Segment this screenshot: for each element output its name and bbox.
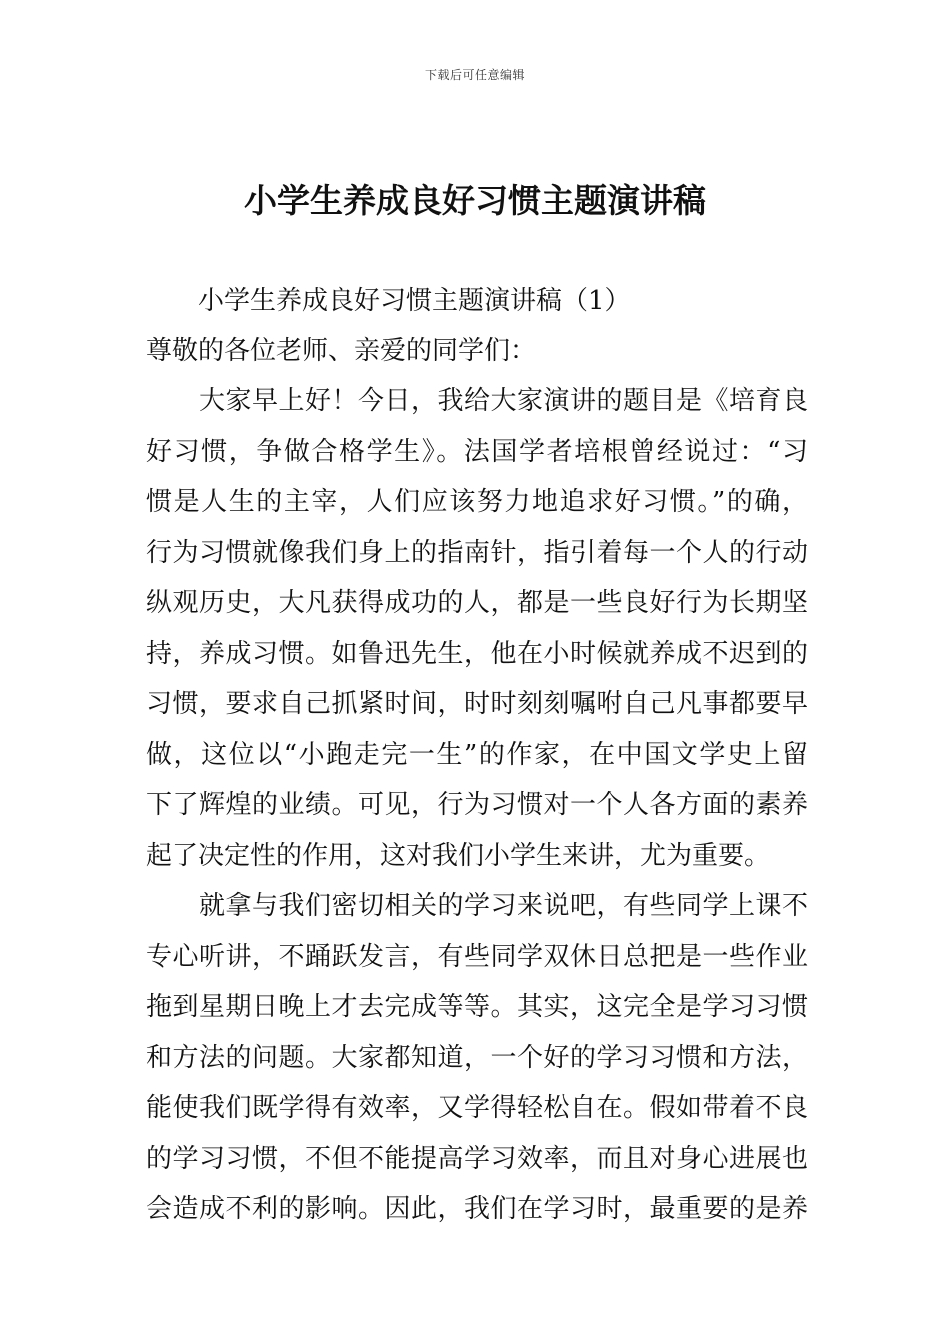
speech-subtitle: 小学生养成良好习惯主题演讲稿（1）: [198, 286, 631, 316]
paragraph-2: [146, 881, 808, 1235]
paragraph-line: 就拿与我们密切相关的学习来说吧，有些同学上课不: [146, 891, 808, 921]
paragraph-line: 好习惯，争做合格学生》。法国学者培根曾经说过：“习: [146, 436, 808, 467]
header-note: 下载后可任意编辑: [424, 68, 525, 82]
paragraph-line: 大家早上好！今日，我给大家演讲的题目是《培育良: [146, 386, 808, 416]
paragraph-line: 起了决定性的作用，这对我们小学生来讲，尤为重要。: [146, 840, 771, 871]
paragraph-line: 和方法的问题。大家都知道，一个好的学习习惯和方法，: [146, 1042, 808, 1073]
paragraph-line: 下了辉煌的业绩。可见，行为习惯对一个人各方面的素养: [146, 790, 808, 820]
paragraph-line: 行为习惯就像我们身上的指南针，指引着每一个人的行动: [146, 537, 808, 568]
paragraph-line: 惯是人生的主宰，人们应该努力地追求好习惯。”的确，: [146, 487, 808, 517]
paragraph-line: 专心听讲，不踊跃发言，有些同学双休日总把是一些作业: [146, 941, 808, 972]
document-title: 小学生养成良好习惯主题演讲稿: [244, 181, 706, 220]
paragraph-line: 能使我们既学得有效率，又学得轻松自在。假如带着不良: [146, 1093, 808, 1123]
paragraph-line: 持，养成习惯。如鲁迅先生，他在小时候就养成不迟到的: [146, 638, 808, 669]
paragraph-line: 拖到星期日晚上才去完成等等。其实，这完全是学习习惯: [146, 992, 808, 1022]
paragraph-line: 纵观历史，大凡获得成功的人，都是一些良好行为长期坚: [146, 588, 808, 618]
paragraph-line: 习惯，要求自己抓紧时间，时时刻刻嘱咐自己凡事都要早: [146, 689, 808, 719]
paragraph-line: 做，这位以“小跑走完一生”的作家，在中国文学史上留: [146, 739, 808, 770]
paragraph-line: 的学习习惯，不但不能提高学习效率，而且对身心进展也: [146, 1143, 808, 1174]
paragraph-1: [146, 376, 808, 881]
greeting-line: 尊敬的各位老师、亲爱的同学们：: [146, 336, 537, 366]
paragraph-line: 会造成不利的影响。因此，我们在学习时，最重要的是养: [146, 1194, 808, 1224]
